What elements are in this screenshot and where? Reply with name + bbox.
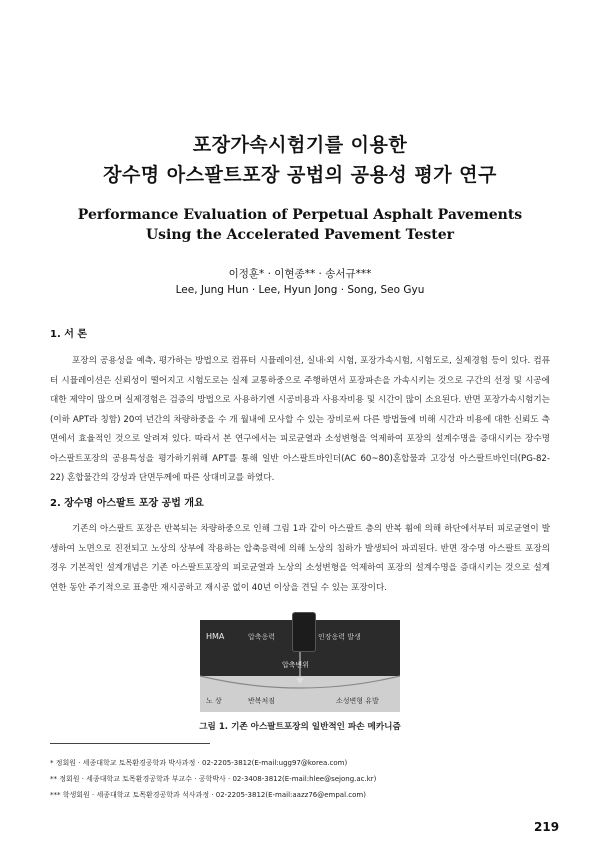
english-title-line1: Performance Evaluation of Perpetual Asphalt Pavements	[77, 207, 523, 223]
figure-label-hma: HMA	[206, 632, 225, 641]
footnote-3: *** 학생회원 · 세종대학교 토목환경공학과 석사과정 · 02-2205-3812(E-mail:aazz76@empal.com)	[50, 791, 366, 799]
figure-label-plastic-deformation: 소성변형 유발	[336, 697, 379, 705]
figure-label-repeated-flex: 반복처짐	[248, 697, 276, 705]
korean-title-line1: 포장가속시험기를 이용한	[192, 134, 408, 156]
section-paragraph-introduction: 포장의 공용성을 예측, 평가하는 방법으로 컴퓨터 시뮬레이션, 실내·외 시험, 포장가속시험, 시험도로, 실제경험 등이 있다. 컴퓨터 시뮬레이션은 신뢰성이 떨어지고 시험도로는 실제 교통하중으로 주행하면서 포장파손을 가속시키는 것으로 구간의 선정 및 시공에 대한 제약이 많으며 실제경험은 검증의 방법으로 사용하기엔 시공비용과 사용자비용 및 시간이 많이 소요된다. 반면 포장가속시험기는(이하 APT라 칭함) 20여 년간의 차량하중을 수 개 월내에 모사할 수 있는 장비로써 다른 방법들에 비해 시간과 비용에 대한 신뢰도 측면에서 효율적인 것으로 알려져 있다. 따라서 본 연구에서는 피로균열과 소성변형을 억제하여 포장의 설계수명을 증대시키는 장수명 아스팔트포장의 공용특성을 평가하기위해 APT를 통해 일반 아스팔트바인더(AC 60~80)혼합물과 고강성 아스팔트바인더(PG-82-22) 혼합물간의 강성과 단면두께에 따른 상대비교를 하였다.	[50, 356, 550, 483]
figure-label-subgrade: 노 상	[206, 697, 222, 705]
section-paragraph-overview: 기존의 아스팔트 포장은 반복되는 차량하중으로 인해 그림 1과 같이 아스팔트 층의 반복 휨에 의해 하단에서부터 피로균열이 발생하여 노면으로 진전되고 노상의 상부에 작용하는 압축응력에 의해 노상의 침하가 발생되어 파괴된다. 반면 장수명 아스팔트 포장의 경우 기본적인 설계개념은 기존 아스팔트포장의 피로균열과 노상의 소성변형을 억제하여 포장의 설계수명을 증대시키는 것으로 설계연한 동안 주기적으로 표층만 재시공하고 재시공 없이 40년 이상을 견딜 수 있는 포장이다.	[50, 524, 550, 593]
section-heading-overview: 2. 장수명 아스팔트 포장 공법 개요	[50, 498, 204, 509]
footnote-2: ** 정회원 · 세종대학교 토목환경공학과 부교수 · 공학박사 · 02-3408-3812(E-mail:hlee@sejong.ac.kr)	[50, 775, 377, 783]
section-heading-introduction: 1. 서 론	[50, 329, 88, 340]
footnote-divider	[50, 743, 210, 744]
footnote-1: * 정회원 · 세종대학교 토목환경공학과 박사과정 · 02-2205-3812(E-mail:ugg97@korea.com)	[50, 759, 348, 767]
page-number: 219	[534, 820, 560, 834]
figure-label-compressive-strain: 압축변위	[282, 661, 310, 669]
authors-english: Lee, Jung Hun · Lee, Hyun Jong · Song, Seo Gyu	[175, 284, 425, 296]
korean-title-line2: 장수명 아스팔트포장 공법의 공용성 평가 연구	[103, 164, 497, 186]
authors-korean: 이정훈* · 이현종** · 송서규***	[228, 268, 372, 280]
figure-label-tension: 인장응력 발생	[318, 633, 361, 641]
tire-icon	[292, 612, 316, 652]
figure-label-compression: 압축응력	[248, 633, 276, 641]
english-title-line2: Using the Accelerated Pavement Tester	[145, 227, 455, 243]
figure-caption: 그림 1. 기존 아스팔트포장의 일반적인 파손 메카니즘	[199, 722, 401, 732]
